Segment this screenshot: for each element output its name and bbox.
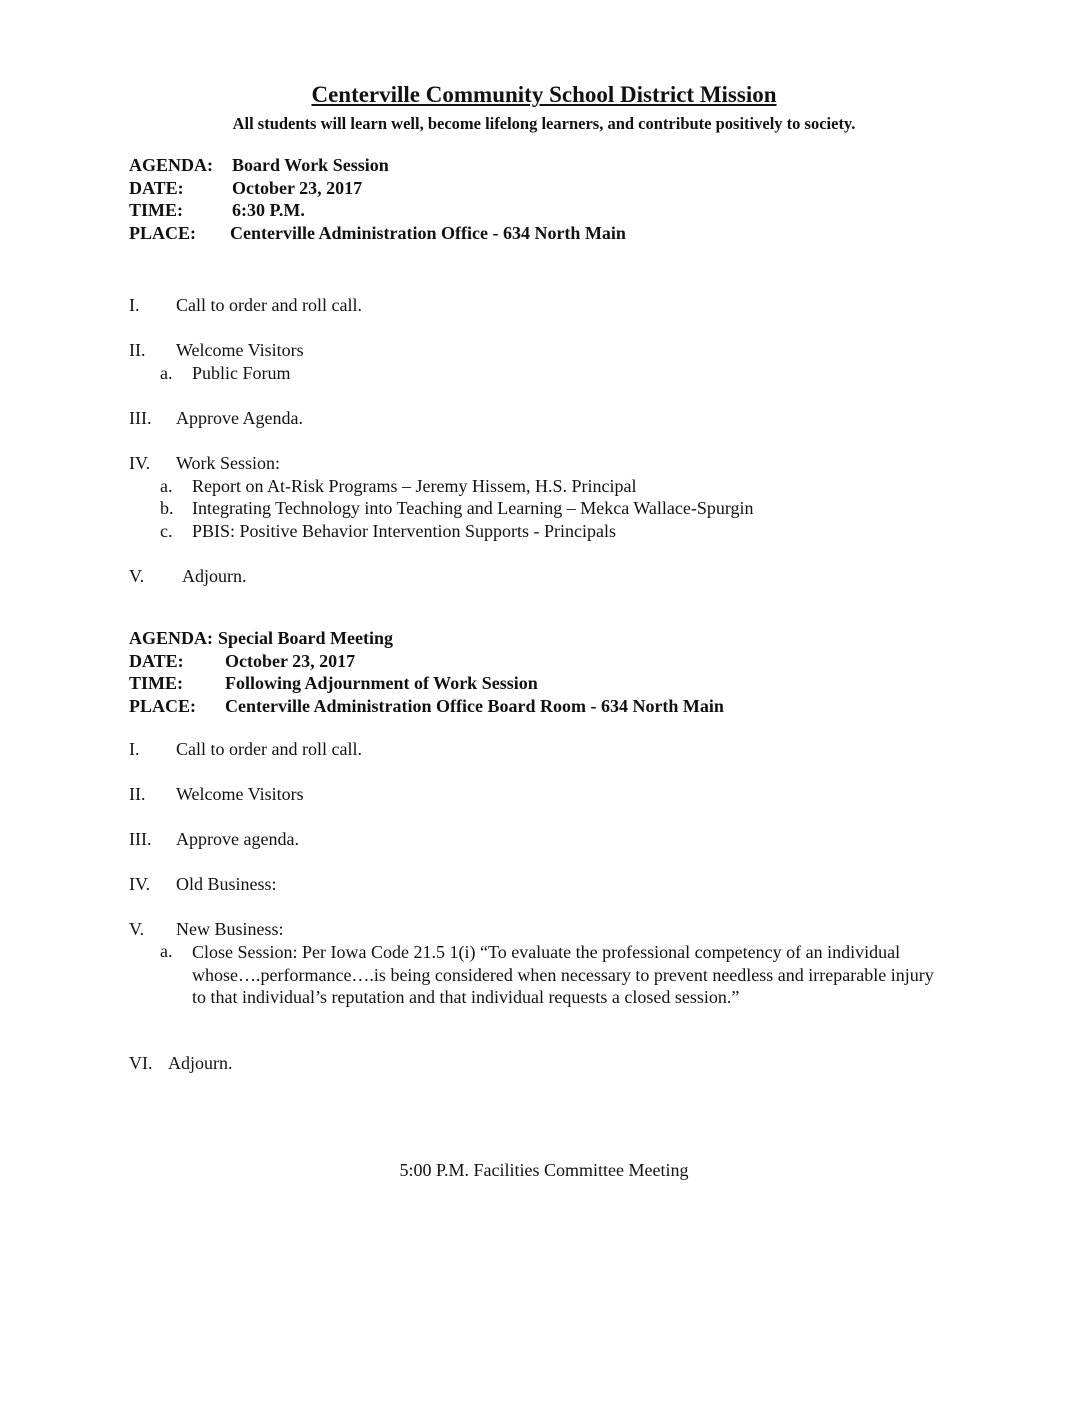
item-number: IV. [129, 874, 151, 894]
meta-value: October 23, 2017 [225, 650, 356, 671]
meta-label: DATE: [129, 650, 184, 671]
meta-label: PLACE: [129, 222, 196, 243]
sub-item-letter: b. [160, 498, 174, 518]
meta-label: TIME: [129, 200, 183, 220]
item-number: V. [129, 566, 145, 586]
meta-value: Special Board Meeting [218, 628, 393, 648]
sub-item-letter: a. [160, 941, 173, 961]
item-text: Approve Agenda. [176, 408, 303, 428]
meta-value: 6:30 P.M. [232, 200, 305, 220]
special-meeting-meta [129, 627, 724, 717]
item-text: Adjourn. [168, 1053, 233, 1073]
item-number: I. [129, 295, 140, 315]
meta-row-time [129, 672, 724, 695]
item-text: New Business: [176, 919, 284, 939]
item-text: Welcome Visitors [176, 784, 304, 804]
sub-item-text: Close Session: Per Iowa Code 21.5 1(i) “To evaluate the professional competency of an individual whose….performance….is being considered when necessary to prevent needless and irreparable injury to that individual’s reputation and that individual requests a closed session.” [192, 942, 934, 1007]
item-number: III. [129, 408, 152, 428]
sub-item-text: Report on At-Risk Programs – Jeremy Hissem, H.S. Principal [192, 476, 637, 496]
mission-statement: All students will learn well, become lifelong learners, and contribute positively to society. [232, 114, 856, 133]
item-number: IV. [129, 453, 151, 473]
sub-item-text: PBIS: Positive Behavior Intervention Supports - Principals [192, 521, 616, 541]
meta-row-agenda [129, 627, 724, 650]
meta-value: Centerville Administration Office Board Room - 634 North Main [225, 695, 724, 716]
item-text: Welcome Visitors [176, 340, 304, 360]
item-number: III. [129, 829, 152, 849]
item-number: II. [129, 784, 146, 804]
sub-item-text: Integrating Technology into Teaching and Learning – Mekca Wallace-Spurgin [192, 498, 754, 518]
item-text: Adjourn. [182, 566, 247, 586]
sub-item-letter: a. [160, 363, 173, 383]
sub-item-letter: c. [160, 521, 173, 541]
meta-value: Centerville Administration Office - 634 North Main [230, 222, 626, 243]
meta-value: Following Adjournment of Work Session [225, 673, 538, 693]
meta-row-place [129, 222, 626, 245]
item-number: I. [129, 739, 140, 759]
item-number: II. [129, 340, 146, 360]
item-text: Old Business: [176, 874, 277, 894]
meta-label: AGENDA: [129, 628, 213, 648]
page-title: Centerville Community School District Mission [311, 82, 777, 107]
item-number: V. [129, 919, 145, 939]
item-number: VI. [129, 1053, 153, 1073]
item-text: Call to order and roll call. [176, 739, 362, 759]
item-text: Work Session: [176, 453, 281, 473]
sub-item-letter: a. [160, 476, 173, 496]
meta-label: TIME: [129, 673, 183, 693]
meta-label: AGENDA: [129, 155, 213, 175]
meta-label: PLACE: [129, 695, 196, 716]
meta-row-date [129, 177, 626, 200]
sub-item-text: Public Forum [192, 363, 291, 383]
meta-row-agenda [129, 154, 626, 177]
meta-row-place [129, 695, 724, 718]
item-text: Call to order and roll call. [176, 295, 362, 315]
meta-row-date [129, 650, 724, 673]
meta-value: October 23, 2017 [232, 177, 363, 198]
item-text: Approve agenda. [176, 829, 299, 849]
footer-note: 5:00 P.M. Facilities Committee Meeting [399, 1160, 689, 1180]
meta-value: Board Work Session [232, 155, 389, 175]
meta-label: DATE: [129, 177, 184, 198]
meta-row-time [129, 199, 626, 222]
work-session-meta [129, 154, 626, 244]
